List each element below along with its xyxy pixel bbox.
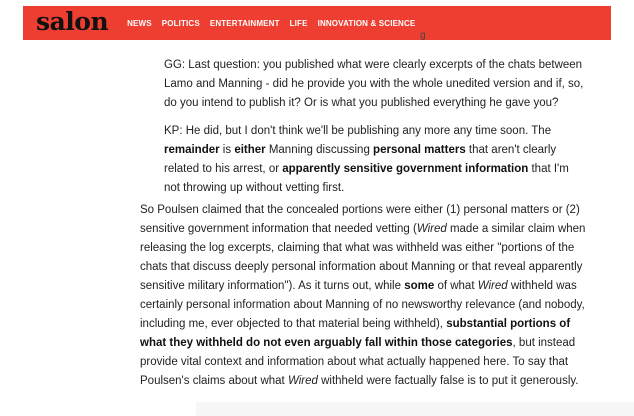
nav-news[interactable]: NEWS: [127, 19, 152, 28]
bottom-panel: [196, 402, 634, 416]
nav-entertainment[interactable]: ENTERTAINMENT: [209, 19, 280, 28]
partially-hidden-text: g: [420, 30, 426, 41]
nav-politics[interactable]: POLITICS: [161, 19, 200, 28]
site-header: [23, 6, 611, 40]
nav-life[interactable]: LIFE: [289, 19, 308, 28]
article-paragraph: So Poulsen claimed that the concealed portions were either (1) personal matters or (2) sensitive government information that needed vetting (Wired made a similar claim when releasing the log excerpts, claiming that what was withheld was either "portions of the chats that discuss deeply personal information about Manning or that reveal apparently sensitive military information"). As it turns out, while some of what Wired withheld was certainly personal information about Manning of no newsworthy relevance (and nobody, including me, ever objected to that material being withheld), substantial portions of what they withheld do not even arguably fall within those categories, but instead provide vital context and information about what actually happened here. To say that Poulsen's claims about what Wired withheld were factually false is to put it generously.: [140, 204, 586, 387]
salon-logo[interactable]: salon: [36, 7, 109, 36]
quote-question: GG: Last question: you published what were clearly excerpts of the chats between Lamo and Manning - did he provide you with the whole unedited version and if, so, do you intend to publish it? Or is what you published everything he gave you?: [164, 59, 584, 109]
main-nav: [127, 19, 425, 28]
quote-answer: KP: He did, but I don't think we'll be publishing any more any time soon. The remainder is either Manning discussing personal matters that aren't clearly related to his arrest, or apparently sensitive government information that I'm not throwing up without vetting first.: [164, 125, 569, 194]
nav-innovation-science[interactable]: INNOVATION & SCIENCE: [317, 19, 416, 28]
